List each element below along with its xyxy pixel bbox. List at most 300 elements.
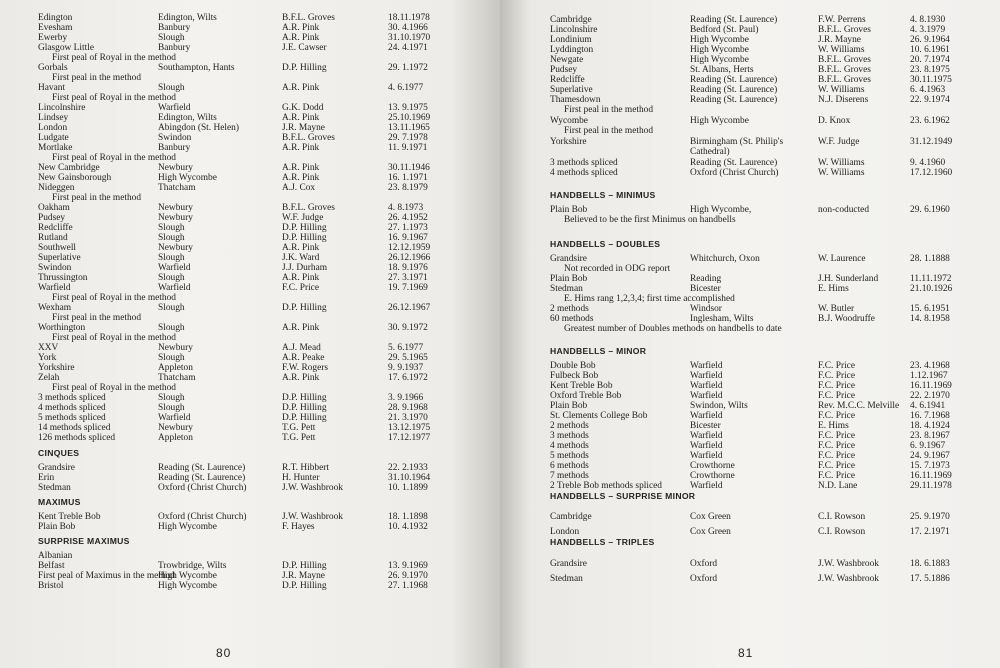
peal-date: 6. 9.1967 (910, 441, 946, 451)
place-name: Reading (St. Laurence) (690, 158, 778, 168)
conductor-name: J.W. Washbrook (818, 559, 879, 569)
method-name: Plain Bob (550, 205, 588, 215)
method-name: 4 methods (550, 441, 589, 451)
conductor-name: A.R. Pink (282, 323, 320, 333)
peal-date: 14. 8.1958 (910, 314, 950, 324)
conductor-name: B.F.L. Groves (282, 203, 335, 213)
conductor-name: G.K. Dodd (282, 103, 324, 113)
method-name: Believed to be the first Minimus on handbells (564, 215, 736, 225)
place-name: Oxford (Christ Church) (690, 168, 779, 178)
method-name: Wycombe (550, 116, 588, 126)
conductor-name: B.F.L. Groves (282, 13, 335, 23)
conductor-name: J.W. Washbrook (282, 512, 343, 522)
place-name: Banbury (158, 23, 191, 33)
method-name: York (38, 353, 57, 363)
method-name: Lyddington (550, 45, 594, 55)
peal-date: 29. 6.1960 (910, 205, 950, 215)
peal-date: 25. 9.1970 (910, 512, 950, 522)
method-name: Gorbals (38, 63, 68, 73)
conductor-name: W.F. Judge (282, 213, 324, 223)
peal-date: 13. 9.1969 (388, 561, 428, 571)
method-name: 4 methods spliced (550, 168, 618, 178)
conductor-name: J.H. Sunderland (818, 274, 879, 284)
place-name: Cox Green (690, 527, 731, 537)
place-name: Warfield (158, 103, 191, 113)
method-name: Thamesdown (550, 95, 601, 105)
section-heading: HANDBELLS – SURPRISE MINOR (550, 491, 696, 501)
place-name: Banbury (158, 43, 191, 53)
place-name: Bicester (690, 421, 721, 431)
method-name: Kent Treble Bob (38, 512, 101, 522)
method-name: Greatest number of Doubles methods on handbells to date (564, 324, 782, 334)
method-name: 7 methods (550, 471, 589, 481)
method-name: 3 methods spliced (38, 393, 106, 403)
peal-date: 17.12.1960 (910, 168, 953, 178)
method-name: Stedman (550, 284, 583, 294)
conductor-name: F.C. Price (818, 471, 856, 481)
peal-date: 21.10.1926 (910, 284, 953, 294)
section-heading: HANDBELLS – MINOR (550, 346, 647, 356)
peal-date: 21. 3.1970 (388, 413, 428, 423)
peal-date: 26.12.1966 (388, 253, 431, 263)
method-name: First peal of Royal in the method (52, 153, 176, 163)
conductor-name: F.C. Price (818, 391, 856, 401)
peal-date: 9. 9.1937 (388, 363, 424, 373)
method-name: London (38, 123, 68, 133)
peal-date: 18. 4.1924 (910, 421, 950, 431)
peal-date: 22. 2.1933 (388, 463, 428, 473)
method-name: Fulbeck Bob (550, 371, 599, 381)
conductor-name: R.T. Hibbert (282, 463, 329, 473)
method-name: 2 methods (550, 304, 589, 314)
method-name: New Cambridge (38, 163, 100, 173)
conductor-name: B.F.L. Groves (818, 55, 871, 65)
method-name: 4 methods spliced (38, 403, 106, 413)
conductor-name: F.C. Price (818, 361, 856, 371)
conductor-name: A.R. Pink (282, 173, 320, 183)
conductor-name: T.G. Pett (282, 423, 316, 433)
method-name: Swindon (38, 263, 72, 273)
conductor-name: D.P. Hilling (282, 303, 327, 313)
place-name: Reading (690, 274, 722, 284)
place-name: Oxford (690, 559, 718, 569)
place-name: High Wycombe (158, 522, 217, 532)
peal-date: 11.11.1972 (910, 274, 952, 284)
place-name: Edington, Wilts (158, 113, 217, 123)
peal-date: 17.12.1977 (388, 433, 431, 443)
conductor-name: F.C. Price (818, 461, 856, 471)
peal-date: 18. 9.1976 (388, 263, 428, 273)
place-name: High Wycombe (690, 35, 749, 45)
place-name: Warfield (690, 481, 723, 491)
method-name: 2 methods (550, 421, 589, 431)
peal-date: 13. 9.1975 (388, 103, 428, 113)
peal-date: 10. 4.1932 (388, 522, 428, 532)
peal-date: 23. 8.1979 (388, 183, 428, 193)
method-name: Cambridge (550, 512, 592, 522)
place-name: Trowbridge, Wilts (158, 561, 227, 571)
method-name: Evesham (38, 23, 73, 33)
place-name: Cox Green (690, 512, 731, 522)
method-name: Zelah (38, 373, 60, 383)
peal-date: 27. 1.1973 (388, 223, 428, 233)
method-name: 14 methods spliced (38, 423, 111, 433)
conductor-name: W. Williams (818, 85, 865, 95)
section-heading: SURPRISE MAXIMUS (38, 536, 130, 546)
conductor-name: F. Hayes (282, 522, 315, 532)
peal-date: 4. 8.1930 (910, 15, 946, 25)
place-name: Warfield (690, 441, 723, 451)
method-name: 3 methods spliced (550, 158, 618, 168)
peal-date: 29. 7.1978 (388, 133, 428, 143)
place-name: Slough (158, 353, 185, 363)
peal-date: 20. 7.1974 (910, 55, 950, 65)
place-name: Slough (158, 33, 185, 43)
method-name: Erin (38, 473, 55, 483)
conductor-name: D.P. Hilling (282, 63, 327, 73)
method-name: Rutland (38, 233, 68, 243)
place-name: Thatcham (158, 183, 196, 193)
peal-date: 31.10.1970 (388, 33, 431, 43)
place-name: Warfield (158, 413, 191, 423)
conductor-name: W. Williams (818, 168, 865, 178)
conductor-name: J.R. Mayne (818, 35, 861, 45)
method-name: Redcliffe (550, 75, 585, 85)
conductor-name: J.E. Cawser (282, 43, 327, 53)
conductor-name: A.R. Pink (282, 243, 320, 253)
peal-date: 23. 8.1967 (910, 431, 950, 441)
method-name: Pudsey (550, 65, 578, 75)
peal-date: 18. 6.1883 (910, 559, 950, 569)
place-name: Southampton, Hants (158, 63, 235, 73)
peal-date: 31.10.1964 (388, 473, 431, 483)
method-name: Grandsire (550, 559, 587, 569)
method-name: Belfast (38, 561, 65, 571)
place-name: Reading (St. Laurence) (690, 15, 778, 25)
place-name: Newbury (158, 213, 193, 223)
place-name: Warfield (690, 381, 723, 391)
conductor-name: A.R. Pink (282, 113, 320, 123)
peal-date: 16. 7.1968 (910, 411, 950, 421)
method-name: 60 methods (550, 314, 594, 324)
method-name: Lincolnshire (38, 103, 86, 113)
place-name: Newbury (158, 163, 193, 173)
peal-date: 26.12.1967 (388, 303, 431, 313)
peal-date: 18.11.1978 (388, 13, 430, 23)
method-name: Edington (38, 13, 73, 23)
place-name: Inglesham, Wilts (690, 314, 754, 324)
method-name: First peal of Maximus in the method (38, 571, 175, 581)
method-name: Wexham (38, 303, 72, 313)
place-name: High Wycombe (158, 571, 217, 581)
conductor-name: A.R. Pink (282, 33, 320, 43)
method-name: First peal of Royal in the method (52, 333, 176, 343)
conductor-name: J.J. Durham (282, 263, 328, 273)
method-name: Not recorded in ODG report (564, 264, 671, 274)
method-name: Mortlake (38, 143, 73, 153)
place-name: Warfield (690, 451, 723, 461)
place-name: Warfield (158, 283, 191, 293)
place-name: Reading (St. Laurence) (158, 473, 246, 483)
conductor-name: A.J. Mead (282, 343, 321, 353)
conductor-name: D.P. Hilling (282, 393, 327, 403)
place-name: Newbury (158, 203, 193, 213)
conductor-name: A.R. Pink (282, 23, 320, 33)
conductor-name: C.I. Rowson (818, 512, 866, 522)
place-name: High Wycombe (690, 116, 749, 126)
method-name: St. Clements College Bob (550, 411, 648, 421)
place-name: Edington, Wilts (158, 13, 217, 23)
place-name: High Wycombe (158, 173, 217, 183)
method-name: XXV (38, 343, 59, 353)
peal-date: 12.12.1959 (388, 243, 431, 253)
place-name: Slough (158, 393, 185, 403)
peal-date: 17. 5.1886 (910, 574, 950, 584)
place-name: Swindon (158, 133, 192, 143)
conductor-name: F.C. Price (818, 451, 856, 461)
peal-date: 10. 6.1961 (910, 45, 950, 55)
method-name: Oakham (38, 203, 70, 213)
place-name: Appleton (158, 363, 193, 373)
method-name: London (550, 527, 580, 537)
method-name: 6 methods (550, 461, 589, 471)
method-name: Bristol (38, 581, 64, 591)
peal-date: 24. 4.1971 (388, 43, 428, 53)
method-name: First peal in the method (52, 313, 142, 323)
conductor-name: D.P. Hilling (282, 581, 327, 591)
method-name: Lincolnshire (550, 25, 598, 35)
place-name: Reading (St. Laurence) (690, 75, 778, 85)
method-name: Londinium (550, 35, 592, 45)
method-name: Newgate (550, 55, 584, 65)
peal-date: 4. 3.1979 (910, 25, 946, 35)
peal-date: 30. 9.1972 (388, 323, 428, 333)
method-name: 5 methods spliced (38, 413, 106, 423)
conductor-name: F.C. Price (818, 371, 856, 381)
peal-date: 29.11.1978 (910, 481, 952, 491)
method-name: New Gainsborough (38, 173, 112, 183)
method-name: Stedman (38, 483, 71, 493)
method-name: First peal in the method (52, 193, 142, 203)
peal-date: 9. 4.1960 (910, 158, 946, 168)
peal-date: 23. 8.1975 (910, 65, 950, 75)
peal-date: 3. 9.1966 (388, 393, 424, 403)
conductor-name: B.F.L. Groves (818, 25, 871, 35)
place-name: Reading (St. Laurence) (690, 95, 778, 105)
peal-date: 4. 8.1973 (388, 203, 424, 213)
place-name: Warfield (690, 371, 723, 381)
place-name: Bedford (St. Paul) (690, 25, 759, 35)
method-name: Ludgate (38, 133, 69, 143)
peal-date: 28. 9.1968 (388, 403, 428, 413)
place-name: Oxford (690, 574, 718, 584)
place-name: Oxford (Christ Church) (158, 483, 247, 493)
conductor-name: J.W. Washbrook (818, 574, 879, 584)
method-name: Lindsey (38, 113, 69, 123)
place-name: High Wycombe (690, 55, 749, 65)
conductor-name: W. Williams (818, 158, 865, 168)
peal-date: 17. 2.1971 (910, 527, 950, 537)
place-name: Slough (158, 253, 185, 263)
place-name: Reading (St. Laurence) (690, 85, 778, 95)
section-heading: MAXIMUS (38, 497, 81, 507)
place-name: Appleton (158, 433, 193, 443)
place-name: Birmingham (St. Philip's (690, 137, 784, 147)
conductor-name: F.C. Price (818, 411, 856, 421)
conductor-name: F.C. Price (818, 381, 856, 391)
method-name: Pudsey (38, 213, 66, 223)
right-page (500, 0, 1000, 668)
place-name: St. Albans, Herts (690, 65, 754, 75)
method-name: Nideggen (38, 183, 75, 193)
peal-date: 5. 6.1977 (388, 343, 424, 353)
conductor-name: B.J. Woodruffe (818, 314, 875, 324)
conductor-name: F.W. Rogers (282, 363, 329, 373)
method-name: Double Bob (550, 361, 596, 371)
place-name: Reading (St. Laurence) (158, 463, 246, 473)
peal-date: 31.12.1949 (910, 137, 953, 147)
method-name: 5 methods (550, 451, 589, 461)
conductor-name: B.F.L. Groves (818, 65, 871, 75)
place-name: Swindon, Wilts (690, 401, 748, 411)
method-name: Warfield (38, 283, 71, 293)
peal-date: 16. 9.1967 (388, 233, 428, 243)
method-name: Southwell (38, 243, 77, 253)
section-heading: HANDBELLS – TRIPLES (550, 537, 655, 547)
method-name: Glasgow Little (38, 43, 94, 53)
method-name: Grandsire (550, 254, 587, 264)
peal-date: 16.11.1969 (910, 471, 952, 481)
conductor-name: A.R. Peake (282, 353, 325, 363)
peal-date: 15. 6.1951 (910, 304, 950, 314)
place-name: Abingdon (St. Helen) (158, 123, 239, 133)
peal-date: 25.10.1969 (388, 113, 431, 123)
conductor-name: D.P. Hilling (282, 233, 327, 243)
peal-date: 17. 6.1972 (388, 373, 428, 383)
peal-date: 30.11.1975 (910, 75, 952, 85)
conductor-name: T.G. Pett (282, 433, 316, 443)
conductor-name: B.F.L. Groves (282, 133, 335, 143)
place-name: Crowthorne (690, 471, 735, 481)
conductor-name: J.R. Mayne (282, 571, 325, 581)
place-name: Oxford (Christ Church) (158, 512, 247, 522)
method-name: E. Hims rang 1,2,3,4; first time accomplished (564, 294, 735, 304)
conductor-name: A.R. Pink (282, 83, 320, 93)
place-name: Cathedral) (690, 147, 730, 157)
conductor-name: F.C. Price (818, 441, 856, 451)
method-name: Cambridge (550, 15, 592, 25)
peal-date: 23. 6.1962 (910, 116, 950, 126)
method-name: Kent Treble Bob (550, 381, 613, 391)
place-name: Newbury (158, 243, 193, 253)
place-name: Warfield (690, 361, 723, 371)
conductor-name: N.J. Diserens (818, 95, 869, 105)
place-name: Warfield (690, 411, 723, 421)
conductor-name: F.C. Price (282, 283, 320, 293)
conductor-name: W. Butler (818, 304, 855, 314)
peal-date: 4. 6.1977 (388, 83, 424, 93)
conductor-name: F.C. Price (818, 431, 856, 441)
place-name: Slough (158, 83, 185, 93)
place-name: Newbury (158, 343, 193, 353)
page-number: 80 (216, 646, 232, 660)
conductor-name: A.J. Cox (282, 183, 316, 193)
conductor-name: D.P. Hilling (282, 223, 327, 233)
method-name: First peal of Royal in the method (52, 53, 176, 63)
page-number: 81 (738, 646, 754, 660)
peal-date: 29. 5.1965 (388, 353, 428, 363)
conductor-name: B.F.L. Groves (818, 75, 871, 85)
place-name: Warfield (690, 391, 723, 401)
place-name: Newbury (158, 423, 193, 433)
method-name: Plain Bob (550, 401, 588, 411)
method-name: Ewerby (38, 33, 68, 43)
method-name: Oxford Treble Bob (550, 391, 622, 401)
peal-date: 22. 9.1974 (910, 95, 950, 105)
peal-date: 16. 1.1971 (388, 173, 428, 183)
conductor-name: W. Laurence (818, 254, 866, 264)
method-name: Albanian (38, 551, 73, 561)
conductor-name: W.F. Judge (818, 137, 860, 147)
peal-date: 6. 4.1963 (910, 85, 946, 95)
method-name: Thrussington (38, 273, 88, 283)
conductor-name: D. Knox (818, 116, 851, 126)
peal-date: 26. 9.1970 (388, 571, 428, 581)
method-name: First peal in the method (564, 126, 654, 136)
place-name: High Wycombe, (690, 205, 752, 215)
method-name: 126 methods spliced (38, 433, 116, 443)
conductor-name: C.I. Rowson (818, 527, 866, 537)
method-name: Havant (38, 83, 66, 93)
method-name: Plain Bob (550, 274, 588, 284)
method-name: Grandsire (38, 463, 75, 473)
conductor-name: A.R. Pink (282, 163, 320, 173)
place-name: Bicester (690, 284, 721, 294)
peal-date: 28. 1.1888 (910, 254, 950, 264)
method-name: Redcliffe (38, 223, 73, 233)
conductor-name: J.R. Mayne (282, 123, 325, 133)
peal-date: 16.11.1969 (910, 381, 952, 391)
conductor-name: J.W. Washbrook (282, 483, 343, 493)
place-name: Whitchurch, Oxon (690, 254, 760, 264)
method-name: Worthington (38, 323, 86, 333)
peal-date: 13.12.1975 (388, 423, 431, 433)
conductor-name: D.P. Hilling (282, 413, 327, 423)
method-name: First peal of Royal in the method (52, 293, 176, 303)
conductor-name: N.D. Lane (818, 481, 858, 491)
conductor-name: A.R. Pink (282, 373, 320, 383)
conductor-name: F.W. Perrens (818, 15, 866, 25)
conductor-name: E. Hims (818, 421, 849, 431)
conductor-name: A.R. Pink (282, 273, 320, 283)
peal-date: 22. 2.1970 (910, 391, 950, 401)
conductor-name: E. Hims (818, 284, 849, 294)
method-name: First peal of Royal in the method (52, 93, 176, 103)
peal-date: 1.12.1967 (910, 371, 948, 381)
peal-date: 30.11.1946 (388, 163, 430, 173)
method-name: Yorkshire (38, 363, 75, 373)
peal-date: 10. 1.1899 (388, 483, 428, 493)
conductor-name: D.P. Hilling (282, 561, 327, 571)
place-name: Thatcham (158, 373, 196, 383)
section-heading: CINQUES (38, 448, 80, 458)
section-heading: HANDBELLS – MINIMUS (550, 190, 656, 200)
conductor-name: H. Hunter (282, 473, 320, 483)
peal-date: 11. 9.1971 (388, 143, 428, 153)
section-heading: HANDBELLS – DOUBLES (550, 239, 661, 249)
conductor-name: W. Williams (818, 45, 865, 55)
method-name: 2 Treble Bob methods spliced (550, 481, 662, 491)
